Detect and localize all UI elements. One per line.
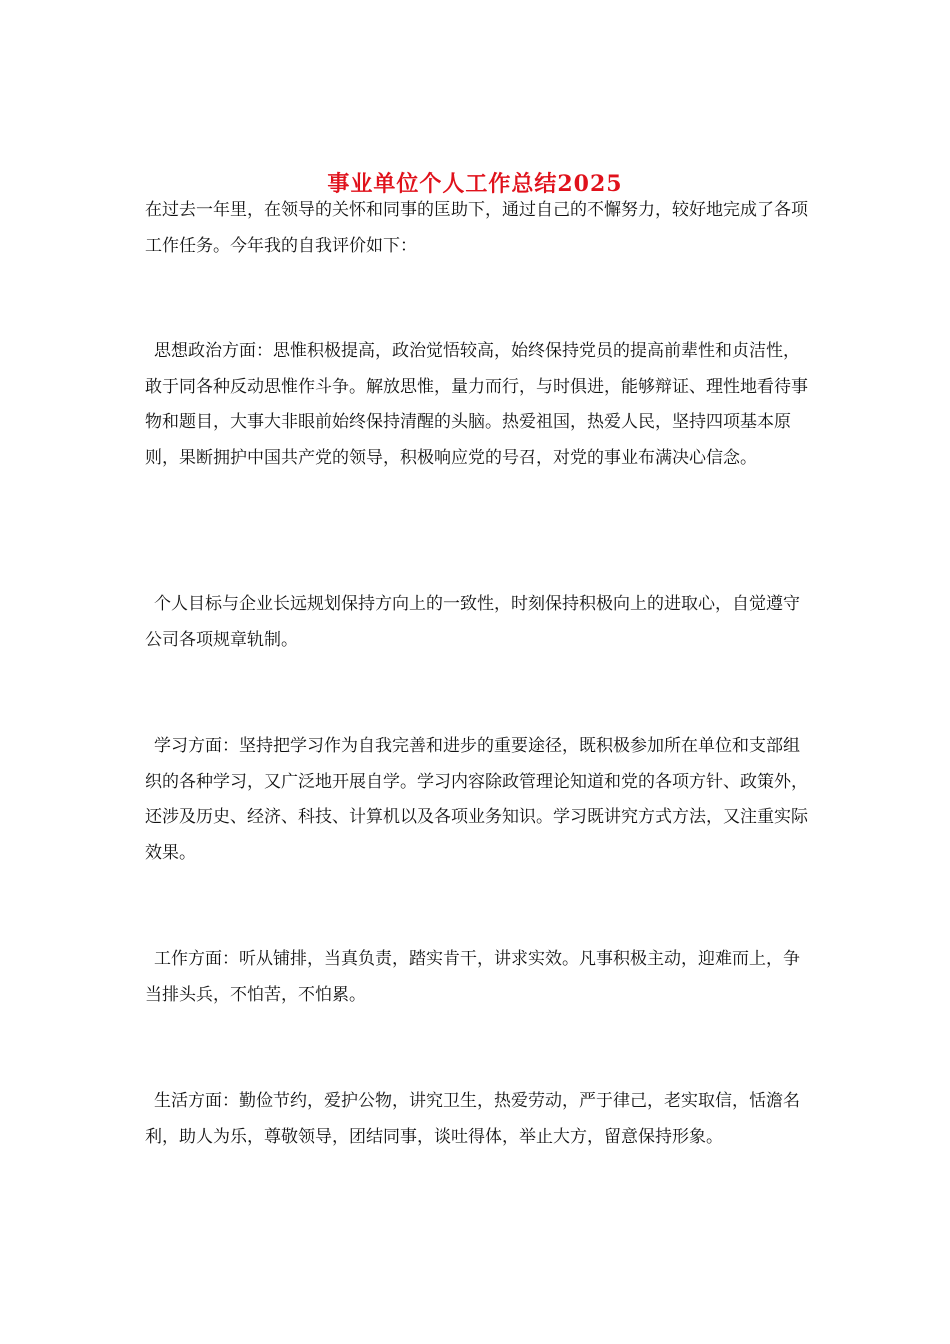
life-paragraph: 生活方面：勤俭节约，爱护公物，讲究卫生，热爱劳动，严于律己，老实取信，恬澹名利，助人为乐，尊敬领导，团结同事，谈吐得体，举止大方，留意保持形象。 (145, 1091, 800, 1147)
work-paragraph: 工作方面：听从铺排，当真负责，踏实肯干，讲求实效。凡事积极主动，迎难而上，争当排头兵，不怕苦，不怕累。 (145, 949, 800, 1005)
political-paragraph: 思想政治方面：思惟积极提高，政治觉悟较高，始终保持党员的提高前辈性和贞洁性，敢于同各种反动思惟作斗争。解放思惟，量力而行，与时俱进，能够辩证、理性地看待事物和题目，大事大非眼前始终保持清醒的头脑。热爱祖国，热爱人民，坚持四项基本原则，果断拥护中国共产党的领导，积极响应党的号召，对党的事业布满决心信念。 (145, 341, 808, 468)
page-title: 事业单位个人工作总结2025 (327, 170, 623, 197)
study-paragraph: 学习方面：坚持把学习作为自我完善和进步的重要途径，既积极参加所在单位和支部组织的各种学习，又广泛地开展自学。学习内容除政管理论知道和党的各项方针、政策外，还涉及历史、经济、科技、计算机以及各项业务知识。学习既讲究方式方法，又注重实际效果。 (145, 736, 808, 863)
intro-paragraph: 在过去一年里，在领导的关怀和同事的匡助下，通过自己的不懈努力，较好地完成了各项工作任务。今年我的自我评价如下： (145, 200, 808, 256)
goal-paragraph: 个人目标与企业长远规划保持方向上的一致性，时刻保持积极向上的进取心，自觉遵守公司各项规章轨制。 (145, 594, 800, 650)
